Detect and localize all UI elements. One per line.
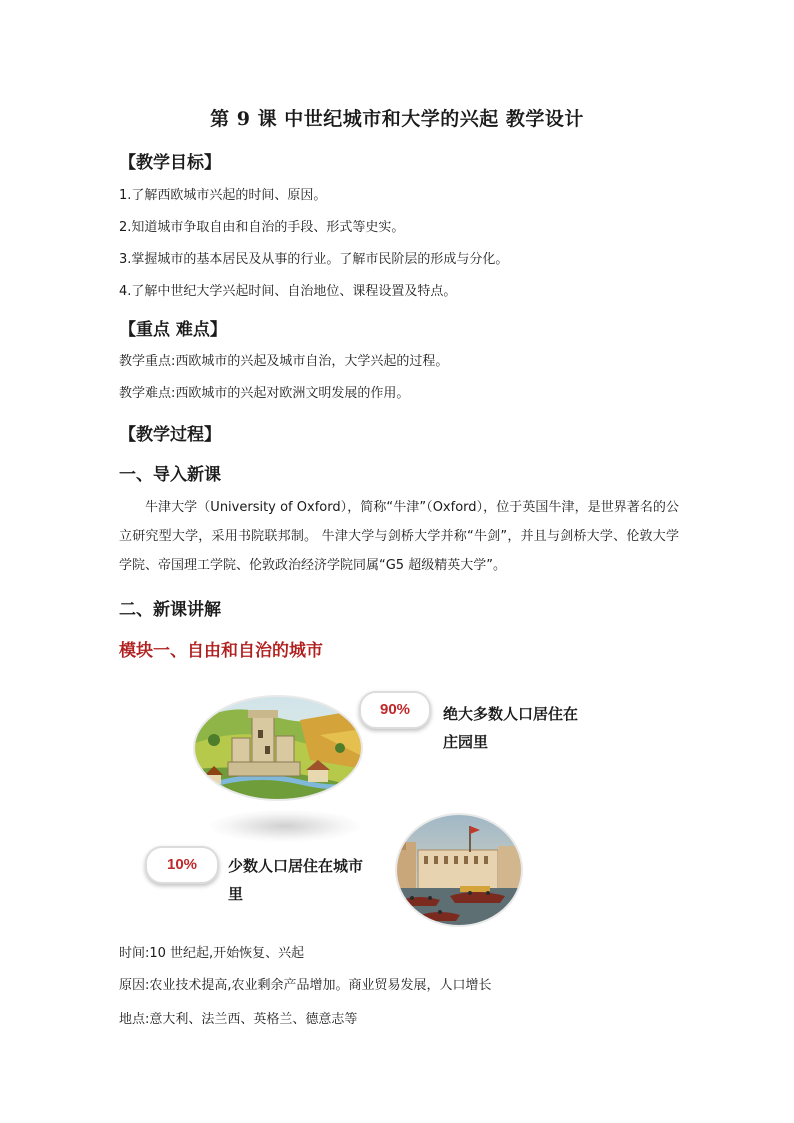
objective-item-1: 1.了解西欧城市兴起的时间、原因。 — [119, 188, 327, 203]
illustration-shadow — [210, 810, 360, 842]
section-intro-heading: 一、导入新课 — [119, 465, 221, 485]
note-place: 地点:意大利、法兰西、英格兰、德意志等 — [119, 1012, 358, 1027]
objective-item-3: 3.掌握城市的基本居民及从事的行业。了解市民阶层的形成与分化。 — [119, 252, 509, 267]
objective-item-4: 4.了解中世纪大学兴起时间、自治地位、课程设置及特点。 — [119, 284, 457, 299]
key-point-text: 教学重点:西欧城市的兴起及城市自治，大学兴起的过程。 — [119, 354, 449, 369]
module-heading: 模块一、自由和自治的城市 — [119, 641, 323, 661]
note-reason: 原因:农业技术提高,农业剩余产品增加。商业贸易发展，人口增长 — [119, 978, 492, 993]
urban-percent-badge: 10% — [145, 846, 219, 884]
note-time: 时间:10 世纪起,开始恢复、兴起 — [119, 946, 305, 961]
section-lecture-heading: 二、新课讲解 — [119, 600, 221, 620]
rural-population-text-2: 庄园里 — [443, 733, 489, 751]
rural-population-text-1: 绝大多数人口居住在 — [443, 705, 579, 723]
manor-illustration-icon — [190, 692, 370, 804]
city-illustration-icon — [394, 812, 524, 928]
objectives-heading: 【教学目标】 — [119, 153, 221, 173]
urban-population-text-1: 少数人口居住在城市 — [228, 857, 364, 875]
key-points-heading: 【重点 难点】 — [119, 320, 227, 340]
page-title: 第 9 课 中世纪城市和大学的兴起 教学设计 — [210, 108, 584, 130]
rural-percent-badge: 90% — [359, 691, 431, 729]
difficult-point-text: 教学难点:西欧城市的兴起对欧洲文明发展的作用。 — [119, 386, 410, 401]
process-heading: 【教学过程】 — [119, 425, 221, 445]
intro-paragraph: 牛津大学（University of Oxford），简称“牛津”（Oxford），位于英国牛津，是世界著名的公立研究型大学，采用书院联邦制。 牛津大学与剑桥大学并称“牛剑”，并且与剑桥大学、伦敦大学学院、帝国理工学院、伦敦政治经济学院同属“G5 超级精英大学”。 — [119, 500, 679, 573]
objective-item-2: 2.知道城市争取自由和自治的手段、形式等史实。 — [119, 220, 405, 235]
urban-population-text-2: 里 — [228, 885, 244, 903]
